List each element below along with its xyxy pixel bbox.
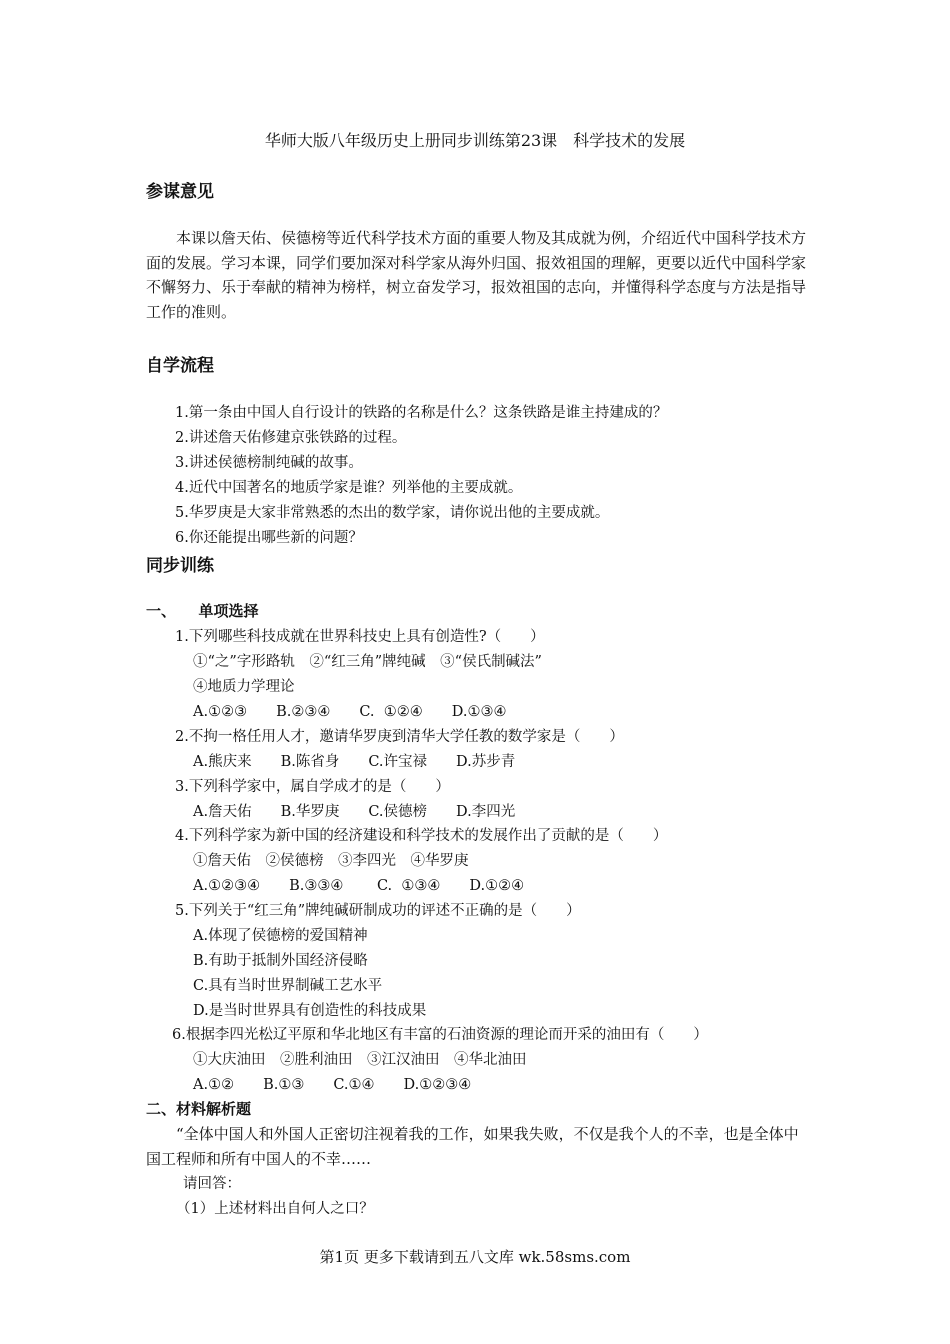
advice-heading: 参谋意见: [146, 182, 214, 202]
quote-paragraph: [146, 1122, 808, 1172]
question-3-answers: A.詹天佑 B.华罗庚 C.侯德榜 D.李四光: [193, 804, 516, 820]
question-1-answers: A.①②③ B.②③④ C. ①②④ D.①③④: [193, 704, 507, 720]
selfstudy-item: 4.近代中国著名的地质学家是谁？列举他的主要成就。: [175, 480, 523, 496]
selfstudy-item: 6.你还能提出哪些新的问题？: [175, 530, 363, 546]
training-heading: 同步训练: [146, 556, 214, 576]
question-4-answers: A.①②③④ B.③③④ C. ①③④ D.①②④: [193, 878, 525, 894]
question-5-option-a: A.体现了侯德榜的爱国精神: [193, 928, 368, 944]
part1-heading: 一、 单项选择: [146, 602, 259, 620]
question-6-options: ①大庆油田 ②胜利油田 ③江汉油田 ④华北油田: [193, 1052, 527, 1068]
question-4: 4.下列科学家为新中国的经济建设和科学技术的发展作出了贡献的是（ ）: [175, 828, 668, 844]
question-1-options-cont: ④地质力学理论: [193, 679, 295, 695]
question-6-answers: A.①② B.①③ C.①④ D.①②③④: [193, 1077, 472, 1093]
question-6: 6.根据李四光松辽平原和华北地区有丰富的石油资源的理论而开采的油田有（ ）: [172, 1027, 708, 1043]
question-5: 5.下列关于“红三角”牌纯碱研制成功的评述不正确的是（ ）: [175, 903, 581, 919]
selfstudy-item: 1.第一条由中国人自行设计的铁路的名称是什么？这条铁路是谁主持建成的？: [175, 405, 668, 421]
advice-text: 本课以詹天佑、侯德榜等近代科学技术方面的重要人物及其成就为例，介绍近代中国科学技术方面的发展。学习本课，同学们要加深对科学家从海外归国、报效祖国的理解，更要以近代中国科学家不懈努力、乐于奉献的精神为榜样，树立奋发学习，报效祖国的志向，并懂得科学态度与方法是指导工作的准则。: [146, 229, 807, 321]
quote-text: “全体中国人和外国人正密切注视着我的工作，如果我失败，不仅是我个人的不幸，也是全体中国工程师和所有中国人的不幸……: [146, 1125, 799, 1168]
advice-paragraph: [146, 226, 808, 324]
question-2: 2.不拘一格任用人才，邀请华罗庚到清华大学任教的数学家是（ ）: [175, 729, 624, 745]
question-1: 1.下列哪些科技成就在世界科技史上具有创造性?（ ）: [175, 629, 545, 645]
question-5-option-d: D.是当时世界具有创造性的科技成果: [193, 1003, 427, 1019]
question-5-option-b: B.有助于抵制外国经济侵略: [193, 953, 368, 969]
question-2-answers: A.熊庆来 B.陈省身 C.许宝禄 D.苏步青: [193, 754, 516, 770]
page-footer: 第1页 更多下载请到五八文库 wk.58sms.com: [319, 1248, 631, 1266]
please-answer: 请回答：: [183, 1176, 241, 1192]
question-3: 3.下列科学家中，属自学成才的是（ ）: [175, 779, 450, 795]
part2-heading: 二、材料解析题: [146, 1100, 252, 1118]
selfstudy-item: 5.华罗庚是大家非常熟悉的杰出的数学家，请你说出他的主要成就。: [175, 505, 610, 521]
question-4-options: ①詹天佑 ②侯德榜 ③李四光 ④华罗庚: [193, 853, 469, 869]
document-title: 华师大版八年级历史上册同步训练第23课 科学技术的发展: [264, 131, 686, 150]
question-5-option-c: C.具有当时世界制碱工艺水平: [193, 978, 383, 994]
selfstudy-item: 2.讲述詹天佑修建京张铁路的过程。: [175, 430, 407, 446]
question-1-options: ①“之”字形路轨 ②“红三角”牌纯碱 ③“侯氏制碱法”: [193, 654, 542, 670]
selfstudy-heading: 自学流程: [146, 356, 214, 376]
selfstudy-item: 3.讲述侯德榜制纯碱的故事。: [175, 455, 363, 471]
part2-question-1: （1）上述材料出自何人之口？: [176, 1201, 374, 1217]
